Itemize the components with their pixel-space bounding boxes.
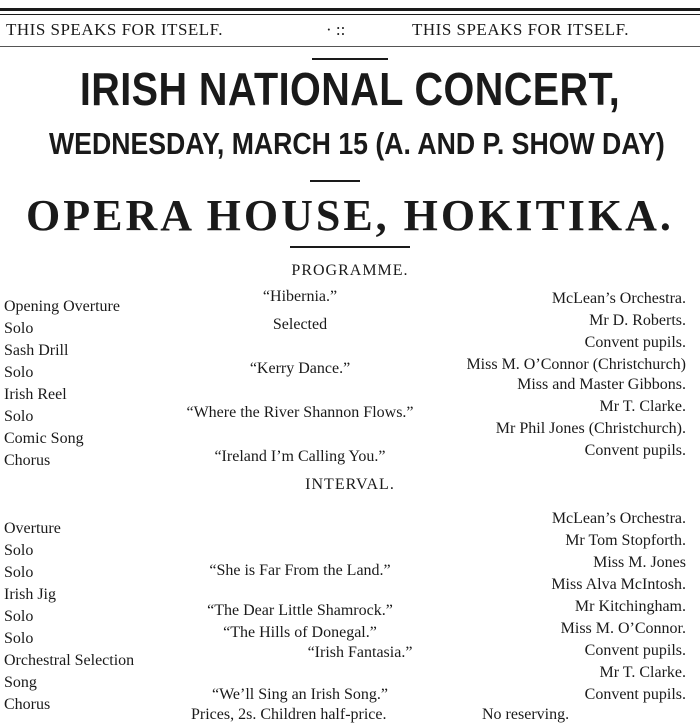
programme-performer: McLean’s Orchestra. bbox=[551, 510, 686, 527]
programme-song-title: “Ireland I’m Calling You.” bbox=[214, 448, 386, 465]
programme-item: Solo bbox=[4, 408, 34, 425]
programme-song-title: “She is Far From the Land.” bbox=[209, 562, 391, 579]
programme-song-title: “The Hills of Donegal.” bbox=[223, 624, 377, 641]
programme-performer: Miss Alva McIntosh. bbox=[551, 576, 686, 593]
concert-date: WEDNESDAY, MARCH 15 (A. AND P. SHOW DAY) bbox=[49, 126, 665, 161]
programme-item: Solo bbox=[4, 542, 34, 559]
programme-item: Solo bbox=[4, 364, 34, 381]
programme-performer: Mr Kitchingham. bbox=[574, 598, 686, 615]
interval-heading: INTERVAL. bbox=[305, 476, 395, 493]
programme-item: Orchestral Selection bbox=[4, 652, 135, 669]
ornament-dash-3 bbox=[290, 246, 410, 248]
programme-song-title: “Where the River Shannon Flows.” bbox=[186, 404, 414, 421]
programme-item: Solo bbox=[4, 630, 34, 647]
venue-title: OPERA HOUSE, HOKITIKA. bbox=[26, 191, 674, 240]
programme-performer: Convent pupils. bbox=[584, 334, 686, 351]
programme-item: Overture bbox=[4, 520, 61, 537]
programme-item: Solo bbox=[4, 564, 34, 581]
programme-performer: Miss M. Jones bbox=[593, 554, 686, 571]
slogan-left: THIS SPEAKS FOR ITSELF. bbox=[6, 20, 224, 39]
slogan-separator: · :: bbox=[326, 20, 346, 39]
ornament-dash-2 bbox=[310, 180, 360, 182]
admission-prices: Prices, 2s. Children half-price. bbox=[191, 706, 387, 723]
programme-performer: Mr Tom Stopforth. bbox=[565, 532, 686, 549]
programme-item: Song bbox=[4, 674, 37, 691]
top-double-rule bbox=[0, 8, 700, 11]
programme-performer: Mr Phil Jones (Christchurch). bbox=[495, 420, 686, 437]
programme-performer: Convent pupils. bbox=[584, 686, 686, 703]
programme-song-title: “We’ll Sing an Irish Song.” bbox=[211, 686, 388, 703]
programme-performer: Convent pupils. bbox=[584, 642, 686, 659]
programme-performer: Mr T. Clarke. bbox=[599, 398, 686, 415]
programme-performer: Convent pupils. bbox=[584, 442, 686, 459]
programme-performer: Mr D. Roberts. bbox=[589, 312, 686, 329]
programme-item: Solo bbox=[4, 320, 34, 337]
programme-item: Comic Song bbox=[4, 430, 84, 447]
slogan-underline bbox=[0, 46, 700, 47]
programme-performer: Miss M. O’Connor (Christchurch) bbox=[466, 356, 686, 373]
programme-song-title: “Kerry Dance.” bbox=[249, 360, 351, 377]
programme-item: Opening Overture bbox=[4, 298, 120, 315]
slogan-right: THIS SPEAKS FOR ITSELF. bbox=[412, 20, 630, 39]
programme-song-title: “The Dear Little Shamrock.” bbox=[207, 602, 393, 619]
programme-performer: McLean’s Orchestra. bbox=[551, 290, 686, 307]
concert-title: IRISH NATIONAL CONCERT, bbox=[79, 63, 621, 115]
programme-performer: Miss M. O’Connor. bbox=[560, 620, 686, 637]
programme-song-title: “Irish Fantasia.” bbox=[307, 644, 413, 661]
programme-item: Solo bbox=[4, 608, 34, 625]
programme-performer: Mr T. Clarke. bbox=[599, 664, 686, 681]
programme-item: Irish Reel bbox=[4, 386, 67, 403]
programme-item: Chorus bbox=[4, 696, 51, 713]
reservation-note: No reserving. bbox=[482, 706, 570, 723]
programme-heading: PROGRAMME. bbox=[291, 262, 409, 279]
programme-performer: Miss and Master Gibbons. bbox=[517, 376, 686, 393]
programme-item: Sash Drill bbox=[4, 342, 69, 359]
programme-song-title: Selected bbox=[272, 316, 328, 333]
programme-item: Chorus bbox=[4, 452, 51, 469]
ornament-dash-1 bbox=[312, 58, 388, 60]
top-thin-rule bbox=[0, 14, 700, 15]
programme-song-title: “Hibernia.” bbox=[262, 288, 338, 305]
programme-item: Irish Jig bbox=[4, 586, 56, 603]
